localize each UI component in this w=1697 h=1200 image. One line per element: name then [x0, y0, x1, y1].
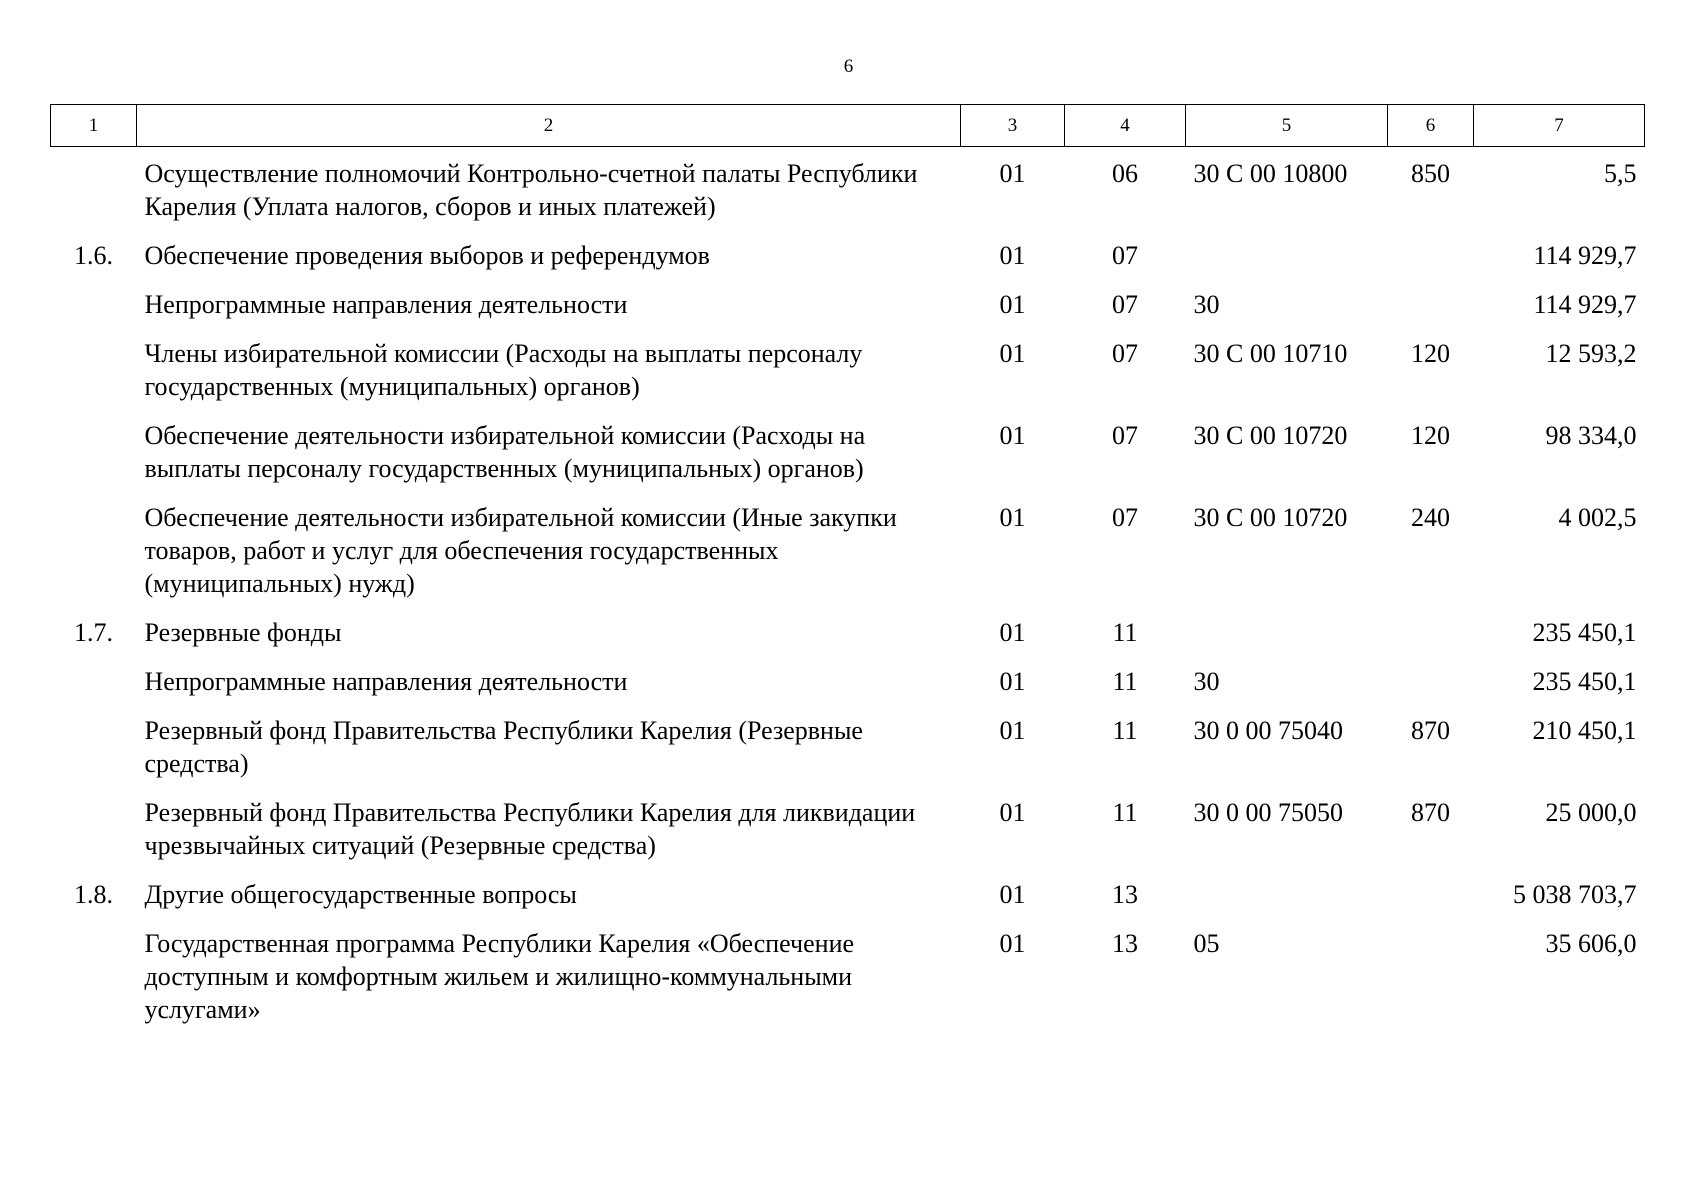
- table-row: [51, 870, 1645, 919]
- row-target-article: [1186, 870, 1388, 919]
- header-cell-6: 6: [1388, 105, 1474, 147]
- row-description: Обеспечение проведения выборов и референдумов: [144, 241, 710, 270]
- table-row: [51, 919, 1645, 1034]
- row-expense-type: [1388, 870, 1474, 919]
- row-number: 1.6.: [74, 241, 113, 270]
- table-body: [51, 147, 1645, 1035]
- row-amount: 12 593,2: [1545, 339, 1637, 368]
- row-number: [51, 493, 137, 608]
- row-target-article: 30 0 00 75050: [1193, 798, 1343, 827]
- row-number: [51, 147, 137, 232]
- header-row: [51, 105, 1645, 147]
- row-section-code: 01: [999, 241, 1026, 270]
- row-expense-type: 850: [1411, 159, 1450, 188]
- row-amount: 5,5: [1604, 159, 1637, 188]
- row-description: Резервный фонд Правительства Республики Карелия (Резервные средства): [144, 716, 863, 778]
- row-number: [51, 788, 137, 870]
- row-description: Члены избирательной комиссии (Расходы на выплаты персоналу государственных (муниципальных) органов): [144, 339, 863, 401]
- table-row: [51, 411, 1645, 493]
- table-row: [51, 608, 1645, 657]
- table-row: [51, 657, 1645, 706]
- row-subsection-code: 07: [1112, 503, 1138, 532]
- row-amount: 98 334,0: [1545, 421, 1637, 450]
- row-description: Непрограммные направления деятельности: [144, 667, 628, 696]
- row-subsection-code: 11: [1112, 618, 1138, 647]
- row-number: [51, 919, 137, 1034]
- row-amount: 114 929,7: [1533, 241, 1637, 270]
- header-cell-3: 3: [961, 105, 1065, 147]
- row-target-article: [1186, 231, 1388, 280]
- row-target-article: 30 0 00 75040: [1193, 716, 1343, 745]
- row-expense-type: 870: [1411, 716, 1450, 745]
- row-subsection-code: 07: [1112, 339, 1138, 368]
- row-description: Осуществление полномочий Контрольно-счетной палаты Республики Карелия (Уплата налогов, сборов и иных платежей): [144, 159, 918, 221]
- page-number: 6: [843, 56, 854, 77]
- header-cell-1: 1: [51, 105, 137, 147]
- table-row: [51, 280, 1645, 329]
- row-subsection-code: 11: [1112, 798, 1138, 827]
- row-description: Непрограммные направления деятельности: [144, 290, 628, 319]
- row-description: Резервные фонды: [144, 618, 342, 647]
- row-number: [51, 706, 137, 788]
- row-target-article: 05: [1193, 929, 1220, 958]
- row-number: 1.7.: [74, 618, 113, 647]
- row-subsection-code: 13: [1112, 929, 1138, 958]
- header-cell-5: 5: [1186, 105, 1388, 147]
- row-description: Обеспечение деятельности избирательной комиссии (Иные закупки товаров, работ и услуг для обеспечения государственных (муниципальных) нужд): [144, 503, 897, 598]
- row-section-code: 01: [999, 339, 1026, 368]
- row-expense-type: 240: [1411, 503, 1450, 532]
- row-section-code: 01: [999, 798, 1026, 827]
- table-row: [51, 329, 1645, 411]
- row-expense-type: [1388, 280, 1474, 329]
- row-target-article: 30: [1193, 290, 1220, 319]
- row-expense-type: [1388, 657, 1474, 706]
- row-section-code: 01: [999, 290, 1026, 319]
- budget-table: [50, 104, 1644, 1034]
- row-number: 1.8.: [74, 880, 113, 909]
- row-amount: 210 450,1: [1532, 716, 1637, 745]
- row-section-code: 01: [999, 667, 1026, 696]
- row-number: [51, 657, 137, 706]
- row-expense-type: 120: [1411, 421, 1450, 450]
- row-number: [51, 411, 137, 493]
- row-expense-type: [1388, 919, 1474, 1034]
- header-cell-7: 7: [1474, 105, 1645, 147]
- table-row: [51, 493, 1645, 608]
- table-row: [51, 147, 1645, 232]
- table-row: [51, 231, 1645, 280]
- table-row: [51, 706, 1645, 788]
- row-amount: 5 038 703,7: [1513, 880, 1637, 909]
- row-section-code: 01: [999, 716, 1026, 745]
- row-target-article: 30 С 00 10720: [1193, 421, 1348, 450]
- row-section-code: 01: [999, 159, 1026, 188]
- row-target-article: 30 С 00 10800: [1193, 159, 1348, 188]
- row-amount: 114 929,7: [1533, 290, 1637, 319]
- row-description: Резервный фонд Правительства Республики Карелия для ликвидации чрезвычайных ситуаций (Резервные средства): [144, 798, 916, 860]
- header-cell-4: 4: [1065, 105, 1186, 147]
- row-target-article: 30 С 00 10720: [1193, 503, 1348, 532]
- header-cell-2: 2: [137, 105, 961, 147]
- row-amount: 35 606,0: [1545, 929, 1637, 958]
- row-section-code: 01: [999, 618, 1026, 647]
- row-amount: 235 450,1: [1532, 667, 1637, 696]
- row-target-article: [1186, 608, 1388, 657]
- row-description: Обеспечение деятельности избирательной комиссии (Расходы на выплаты персоналу государственных (муниципальных) органов): [144, 421, 866, 483]
- row-section-code: 01: [999, 880, 1026, 909]
- row-expense-type: 120: [1411, 339, 1450, 368]
- row-section-code: 01: [999, 421, 1026, 450]
- row-amount: 25 000,0: [1545, 798, 1637, 827]
- row-subsection-code: 07: [1112, 421, 1138, 450]
- row-subsection-code: 07: [1112, 241, 1138, 270]
- row-subsection-code: 06: [1112, 159, 1138, 188]
- table-row: [51, 788, 1645, 870]
- row-expense-type: [1388, 608, 1474, 657]
- row-expense-type: [1388, 231, 1474, 280]
- row-target-article: 30 С 00 10710: [1193, 339, 1348, 368]
- budget-table-grid: [50, 104, 1645, 1034]
- row-expense-type: 870: [1411, 798, 1450, 827]
- row-subsection-code: 13: [1112, 880, 1138, 909]
- row-description: Государственная программа Республики Карелия «Обеспечение доступным и комфортным жильем и жилищно-коммунальными услугами»: [144, 929, 855, 1024]
- row-section-code: 01: [999, 503, 1026, 532]
- row-amount: 4 002,5: [1558, 503, 1637, 532]
- row-description: Другие общегосударственные вопросы: [144, 880, 577, 909]
- row-number: [51, 329, 137, 411]
- row-section-code: 01: [999, 929, 1026, 958]
- row-subsection-code: 11: [1112, 667, 1138, 696]
- row-target-article: 30: [1193, 667, 1220, 696]
- row-number: [51, 280, 137, 329]
- row-subsection-code: 07: [1112, 290, 1138, 319]
- row-amount: 235 450,1: [1532, 618, 1637, 647]
- row-subsection-code: 11: [1112, 716, 1138, 745]
